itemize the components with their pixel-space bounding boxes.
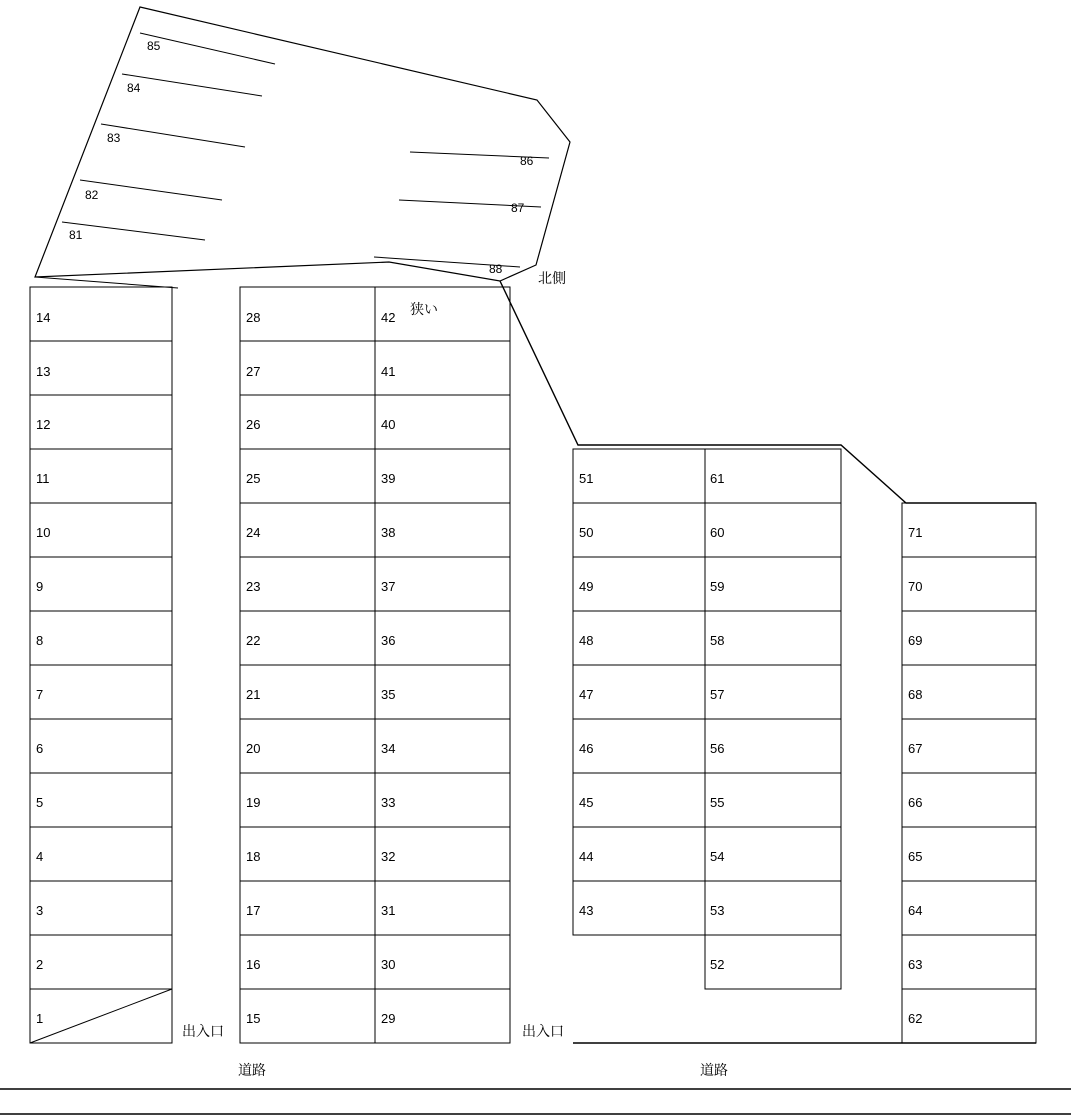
stall-9-label: 9 — [36, 579, 44, 594]
stall-37-label: 37 — [381, 579, 396, 594]
stall-15-label: 15 — [246, 1011, 261, 1026]
stall-19-label: 19 — [246, 795, 261, 810]
stall-10-label: 10 — [36, 525, 51, 540]
stall-61-label: 61 — [710, 471, 725, 486]
stall-67-label: 67 — [908, 741, 923, 756]
stall-22-label: 22 — [246, 633, 261, 648]
stall-83-label: 83 — [107, 131, 121, 145]
stall-62-label: 62 — [908, 1011, 923, 1026]
stall-8-label: 8 — [36, 633, 44, 648]
stall-53-label: 53 — [710, 903, 725, 918]
stall-48-label: 48 — [579, 633, 594, 648]
stall-63-label: 63 — [908, 957, 923, 972]
stall-26-label: 26 — [246, 417, 261, 432]
stall-18-label: 18 — [246, 849, 261, 864]
stall-44-label: 44 — [579, 849, 594, 864]
stall-16-label: 16 — [246, 957, 261, 972]
stall-66-label: 66 — [908, 795, 923, 810]
stall-23-label: 23 — [246, 579, 261, 594]
stall-56-label: 56 — [710, 741, 725, 756]
stall-5-label: 5 — [36, 795, 44, 810]
stall-40-label: 40 — [381, 417, 396, 432]
stall-46-label: 46 — [579, 741, 594, 756]
north-side-label: 北側 — [538, 270, 566, 286]
stall-12-label: 12 — [36, 417, 51, 432]
stall-2-label: 2 — [36, 957, 44, 972]
stall-42-label: 42 — [381, 310, 396, 325]
stall-33-label: 33 — [381, 795, 396, 810]
stall-43-label: 43 — [579, 903, 594, 918]
stall-49-label: 49 — [579, 579, 594, 594]
stall-54-label: 54 — [710, 849, 725, 864]
stall-38-label: 38 — [381, 525, 396, 540]
stall-52-label: 52 — [710, 957, 725, 972]
stall-35-label: 35 — [381, 687, 396, 702]
stall-24-label: 24 — [246, 525, 261, 540]
entrance-label-left: 出入口 — [182, 1023, 224, 1039]
stall-87-label: 87 — [511, 201, 525, 215]
north-east-boundary — [500, 281, 1036, 503]
stall-25-label: 25 — [246, 471, 261, 486]
stall-60-label: 60 — [710, 525, 725, 540]
stall-20-label: 20 — [246, 741, 261, 756]
stall-59-label: 59 — [710, 579, 725, 594]
stall-45-label: 45 — [579, 795, 594, 810]
stall-71-label: 71 — [908, 525, 923, 540]
stall-64-label: 64 — [908, 903, 923, 918]
stall-6-label: 6 — [36, 741, 44, 756]
stall-84-label: 84 — [127, 81, 141, 95]
stall-39-label: 39 — [381, 471, 396, 486]
narrow-label: 狭い — [410, 301, 438, 317]
north-west-stall-lines — [35, 33, 275, 288]
stall-4-label: 4 — [36, 849, 44, 864]
stall-21-label: 21 — [246, 687, 261, 702]
stall-50-label: 50 — [579, 525, 594, 540]
stall-81-label: 81 — [69, 228, 83, 242]
stall-86-label: 86 — [520, 154, 534, 168]
stall-3-label: 3 — [36, 903, 44, 918]
stall-51-label: 51 — [579, 471, 594, 486]
block-a-grid — [30, 287, 172, 1043]
stall-36-label: 36 — [381, 633, 396, 648]
stall-58-label: 58 — [710, 633, 725, 648]
road-label-right: 道路 — [700, 1062, 728, 1078]
stall-28-label: 28 — [246, 310, 261, 325]
stall-27-label: 27 — [246, 364, 261, 379]
stall-1-label: 1 — [36, 1011, 44, 1026]
road-label-left: 道路 — [238, 1062, 266, 1078]
stall-65-label: 65 — [908, 849, 923, 864]
block-e-grid — [705, 449, 841, 989]
stall-30-label: 30 — [381, 957, 396, 972]
stall-69-label: 69 — [908, 633, 923, 648]
entrance-label-right: 出入口 — [522, 1023, 564, 1039]
stall-57-label: 57 — [710, 687, 725, 702]
stall-32-label: 32 — [381, 849, 396, 864]
stall-47-label: 47 — [579, 687, 594, 702]
stall-68-label: 68 — [908, 687, 923, 702]
stall-29-label: 29 — [381, 1011, 396, 1026]
stall-82-label: 82 — [85, 188, 99, 202]
road-band — [0, 1089, 1071, 1114]
stall-14-label: 14 — [36, 310, 51, 325]
stall-88-label: 88 — [489, 262, 503, 276]
stall-13-label: 13 — [36, 364, 51, 379]
stall-85-label: 85 — [147, 39, 161, 53]
stall-70-label: 70 — [908, 579, 923, 594]
stall-31-label: 31 — [381, 903, 396, 918]
stall-41-label: 41 — [381, 364, 396, 379]
stall-55-label: 55 — [710, 795, 725, 810]
stall-34-label: 34 — [381, 741, 396, 756]
stall-11-label: 11 — [36, 471, 50, 486]
stall-7-label: 7 — [36, 687, 44, 702]
block-bc-grid — [240, 287, 510, 1043]
stall-17-label: 17 — [246, 903, 261, 918]
